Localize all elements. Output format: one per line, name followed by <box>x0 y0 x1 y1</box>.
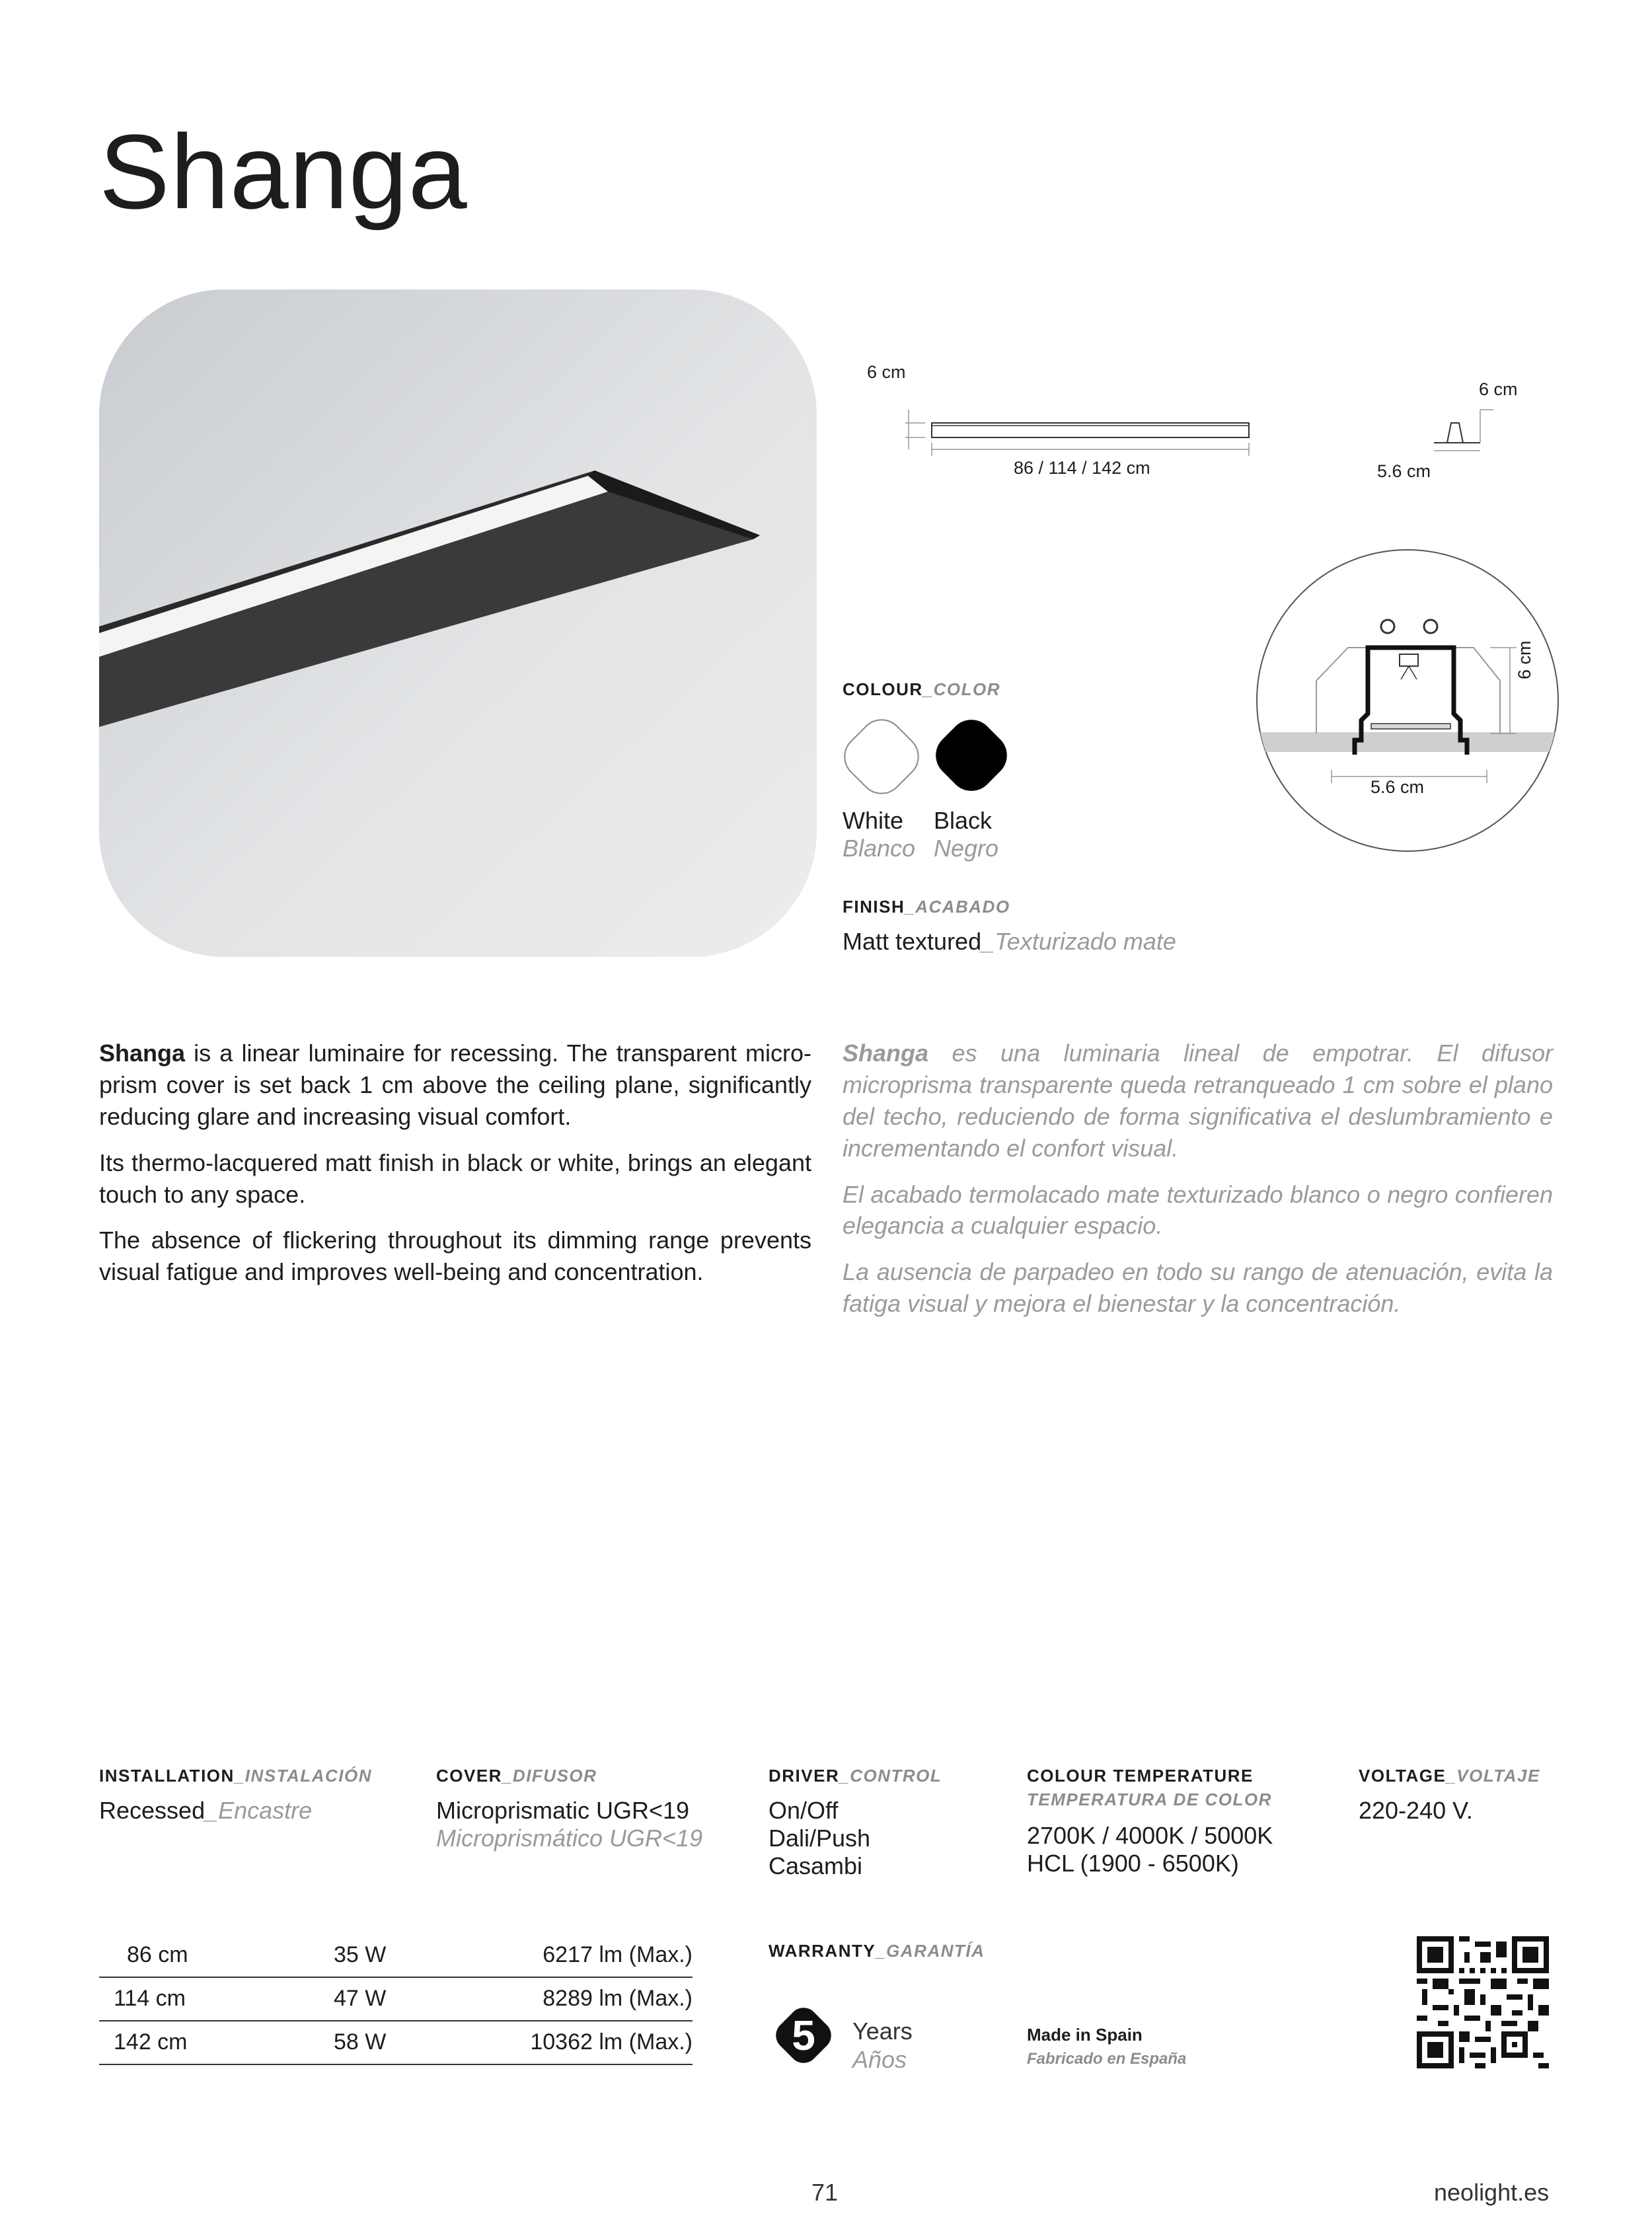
table-row <box>99 1977 693 2021</box>
voltage-label: VOLTAGE_VOLTAJE <box>1359 1766 1540 1786</box>
driver-label: DRIVER_CONTROL <box>769 1766 942 1786</box>
model-power: 58 W <box>334 2029 387 2055</box>
cover-value-en: Microprismatic UGR<19 <box>436 1797 690 1824</box>
description-es-p1: Shanga es una luminaria lineal de empotrar. El difusor microprisma transparente queda retranqueado 1 cm sobre el plano del techo, reduciendo de forma significativa el deslumbramiento e incrementando el confort visual. <box>843 1039 1553 1162</box>
table-row <box>99 1933 693 1978</box>
warranty-5-badge-icon <box>770 2002 837 2068</box>
swatch-white <box>835 710 928 803</box>
end-width-label: 5.6 cm <box>1377 461 1431 481</box>
installation-label: INSTALLATION_INSTALACIÓN <box>99 1766 372 1786</box>
description-es-p3: La ausencia de parpadeo en todo su rango de atenuación, evita la fatiga visual y mejora el bienestar y la concentración. <box>843 1258 1553 1318</box>
colour-temperature-label: COLOUR TEMPERATURE <box>1027 1766 1254 1786</box>
description-en <box>99 1038 811 1302</box>
page-number: 71 <box>811 2179 839 2206</box>
description-en-p1: Shanga is a linear luminaire for recessing. The transparent micro-prism cover is set back 1 cm above the ceiling plane, significantly reducing glare and increasing visual comfort. <box>99 1039 811 1130</box>
voltage-value: 220-240 V. <box>1359 1797 1473 1824</box>
profile-drawing-icon <box>899 396 1295 463</box>
colour-white-es: Blanco <box>843 835 916 862</box>
warranty-years-number: 5 <box>792 2012 815 2059</box>
section-drawing-icon <box>1256 548 1559 852</box>
colour-temperature-value-1: 2700K / 4000K / 5000K <box>1027 1822 1273 1849</box>
description-en-p3: The absence of flickering throughout its dimming range prevents visual fatigue and improves well-being and concentration. <box>99 1227 811 1286</box>
product-photo <box>99 289 817 957</box>
qr-code-icon[interactable] <box>1417 1936 1549 2068</box>
height-dimension-label: 6 cm <box>867 362 906 382</box>
description-es <box>843 1038 1553 1334</box>
page-title: Shanga <box>99 112 468 231</box>
section-height-label: 6 cm <box>1515 640 1534 679</box>
colour-label: COLOUR_COLOR <box>843 679 1001 699</box>
colour-temperature-value-2: HCL (1900 - 6500K) <box>1027 1850 1239 1877</box>
finish-label: FINISH_ACABADO <box>843 897 1010 917</box>
made-in-es: Fabricado en España <box>1027 2050 1187 2068</box>
model-flux: 6217 lm (Max.) <box>543 1942 693 1967</box>
colour-temperature-label-es: TEMPERATURA DE COLOR <box>1027 1790 1272 1809</box>
cover-value-es: Microprismático UGR<19 <box>436 1825 703 1852</box>
finish-value: Matt textured_Texturizado mate <box>843 928 1176 955</box>
driver-value-3: Casambi <box>769 1852 863 1879</box>
model-power: 47 W <box>334 1986 387 2011</box>
model-length: 86 cm <box>127 1942 188 1967</box>
colour-white-en: White <box>843 807 904 834</box>
model-power: 35 W <box>334 1942 387 1967</box>
colour-black-en: Black <box>934 807 993 834</box>
warranty-years-es: Años <box>852 2046 907 2073</box>
model-length: 114 cm <box>114 1986 186 2011</box>
model-length: 142 cm <box>114 2029 188 2055</box>
cover-label: COVER_DIFUSOR <box>436 1766 597 1786</box>
website-link[interactable]: neolight.es <box>1434 2179 1550 2206</box>
luminaire-photo-icon <box>99 289 817 957</box>
length-dimension-label: 86 / 114 / 142 cm <box>1014 458 1150 478</box>
colour-black-es: Negro <box>934 835 999 862</box>
section-width-label: 5.6 cm <box>1370 777 1425 797</box>
installation-value: Recessed_Encastre <box>99 1797 313 1824</box>
table-row <box>99 2020 693 2065</box>
driver-value-2: Dali/Push <box>769 1825 871 1852</box>
driver-value-1: On/Off <box>769 1797 839 1824</box>
swatch-black <box>926 710 1016 800</box>
end-view-icon <box>1421 403 1513 456</box>
warranty-years-en: Years <box>852 2018 913 2045</box>
model-flux: 10362 lm (Max.) <box>530 2029 693 2055</box>
warranty-label: WARRANTY_GARANTÍA <box>769 1941 985 1961</box>
description-en-p2: Its thermo-lacquered matt finish in black or white, brings an elegant touch to any space. <box>99 1149 811 1208</box>
made-in-en: Made in Spain <box>1027 2025 1143 2045</box>
end-height-label: 6 cm <box>1479 379 1518 399</box>
description-es-p2: El acabado termolacado mate texturizado blanco o negro confieren elegancia a cualquier espacio. <box>843 1180 1553 1240</box>
model-flux: 8289 lm (Max.) <box>543 1986 693 2011</box>
